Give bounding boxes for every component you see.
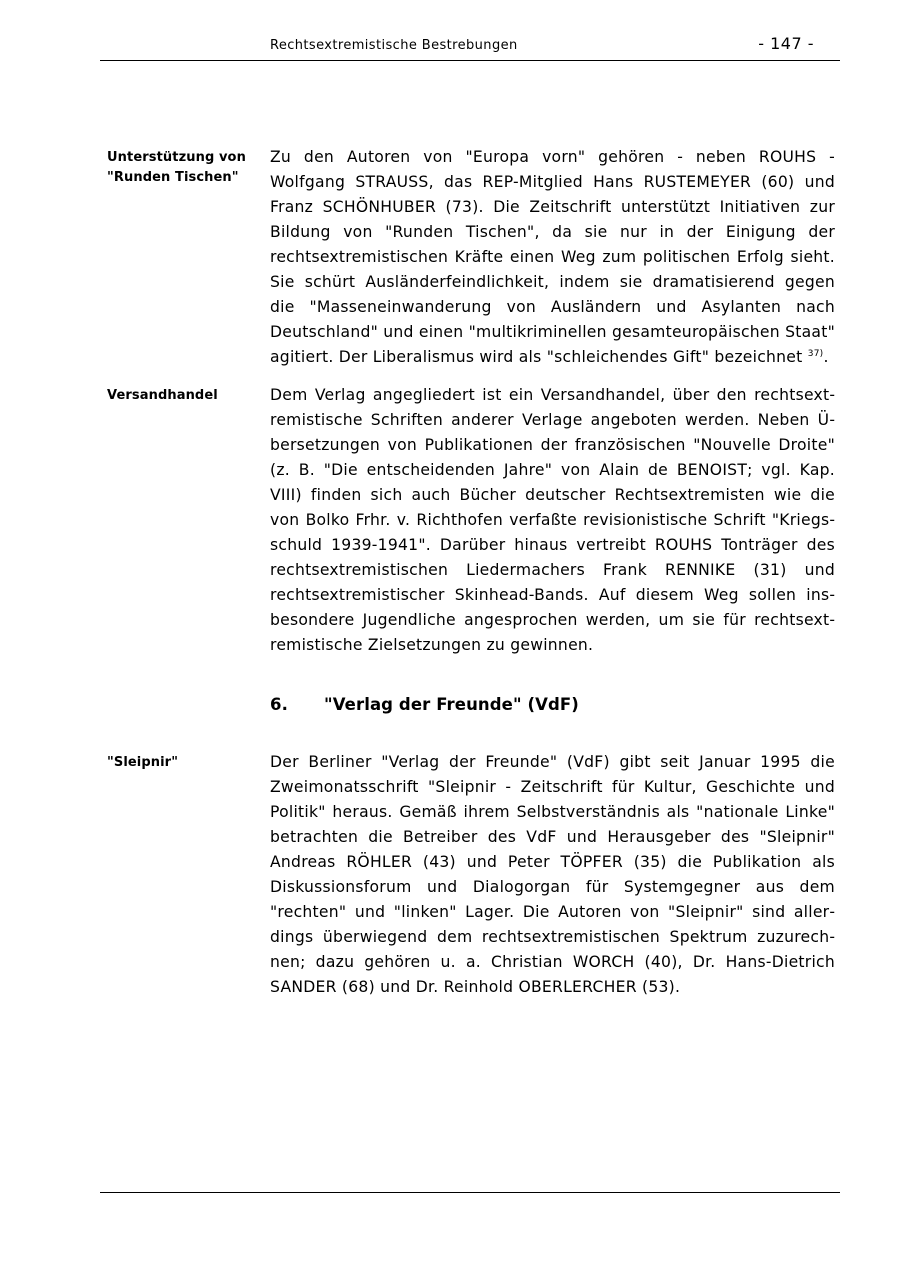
paragraph: Dem Verlag angegliedert ist ein Versandhandel, über den rechtsextremistische Schriften anderer Verlage angeboten werden. Neben Übersetzungen von Publikationen der französischen "Nouvelle Droite" (z. B. "Die entscheidenden Jahre" von Alain de BENOIST; vgl. Kap. VIII) finden sich auch Bücher deutscher Rechtsextremisten wie die von Bolko Frhr. v. Richthofen verfaßte revisionistische Schrift "Kriegsschuld 1939-1941". Darüber hinaus vertreibt ROUHS Tonträger des rechtsextremistischen Liedermachers Frank RENNIKE (31) und rechtsextremistischer Skinhead-Bands. Auf diesem Weg sollen insbesondere Jugendliche angesprochen werden, um sie für rechtsextremistische Zielsetzungen zu gewinnen. [270, 386, 835, 654]
paragraph [270, 145, 835, 370]
paragraph: Der Berliner "Verlag der Freunde" (VdF) gibt seit Januar 1995 die Zweimonatsschrift "Sleipnir - Zeitschrift für Kultur, Geschichte und Politik" heraus. Gemäß ihrem Selbstverständnis als "nationale Linke" betrachten die Betreiber des VdF und Herausgeber des "Sleipnir" Andreas RÖHLER (43) und Peter TÖPFER (35) die Publikation als Diskussionsforum und Dialogorgan für Systemgegner aus dem "rechten" und "linken" Lager. Die Autoren von "Sleipnir" sind allerdings überwiegend dem rechtsextremistischen Spektrum zuzurechnen; dazu gehören u. a. Christian WORCH (40), Dr. Hans-Dietrich SANDER (68) und Dr. Reinhold OBERLERCHER (53). [270, 753, 835, 996]
header-rule [100, 60, 840, 61]
section-heading [270, 695, 579, 714]
footer-rule [100, 1192, 840, 1193]
margin-note: "Sleipnir" [107, 755, 179, 770]
paragraph-text: Zu den Autoren von "Europa vorn" gehören - neben ROUHS - Wolfgang STRAUSS, das REP-Mitglied Hans RUSTEMEYER (60) und Franz SCHÖNHUBER (73). Die Zeitschrift unterstützt Initiativen zur Bildung von "Runden Tischen", da sie nur in der Einigung der rechtsextremistischen Kräfte einen Weg zum politischen Erfolg sieht. Sie schürt Ausländerfeindlichkeit, indem sie dramatisierend gegen die "Masseneinwanderung von Ausländern und Asylanten nach Deutschland" und einen "multikriminellen gesamteuropäischen Staat" agitiert. Der Liberalismus wird als "schleichendes Gift" bezeichnet [270, 148, 836, 366]
paragraph-end: . [823, 348, 829, 366]
heading-title: "Verlag der Freunde" (VdF) [324, 695, 579, 714]
footnote-marker[interactable]: 37) [807, 348, 824, 359]
page-header [100, 34, 840, 60]
running-title: Rechtsextremistische Bestrebungen [270, 38, 518, 53]
margin-note: Unterstützung von "Runden Tischen" [107, 150, 246, 185]
heading-number: 6. [270, 695, 288, 714]
page-number: - 147 - [758, 34, 814, 53]
margin-note: Versandhandel [107, 388, 218, 403]
